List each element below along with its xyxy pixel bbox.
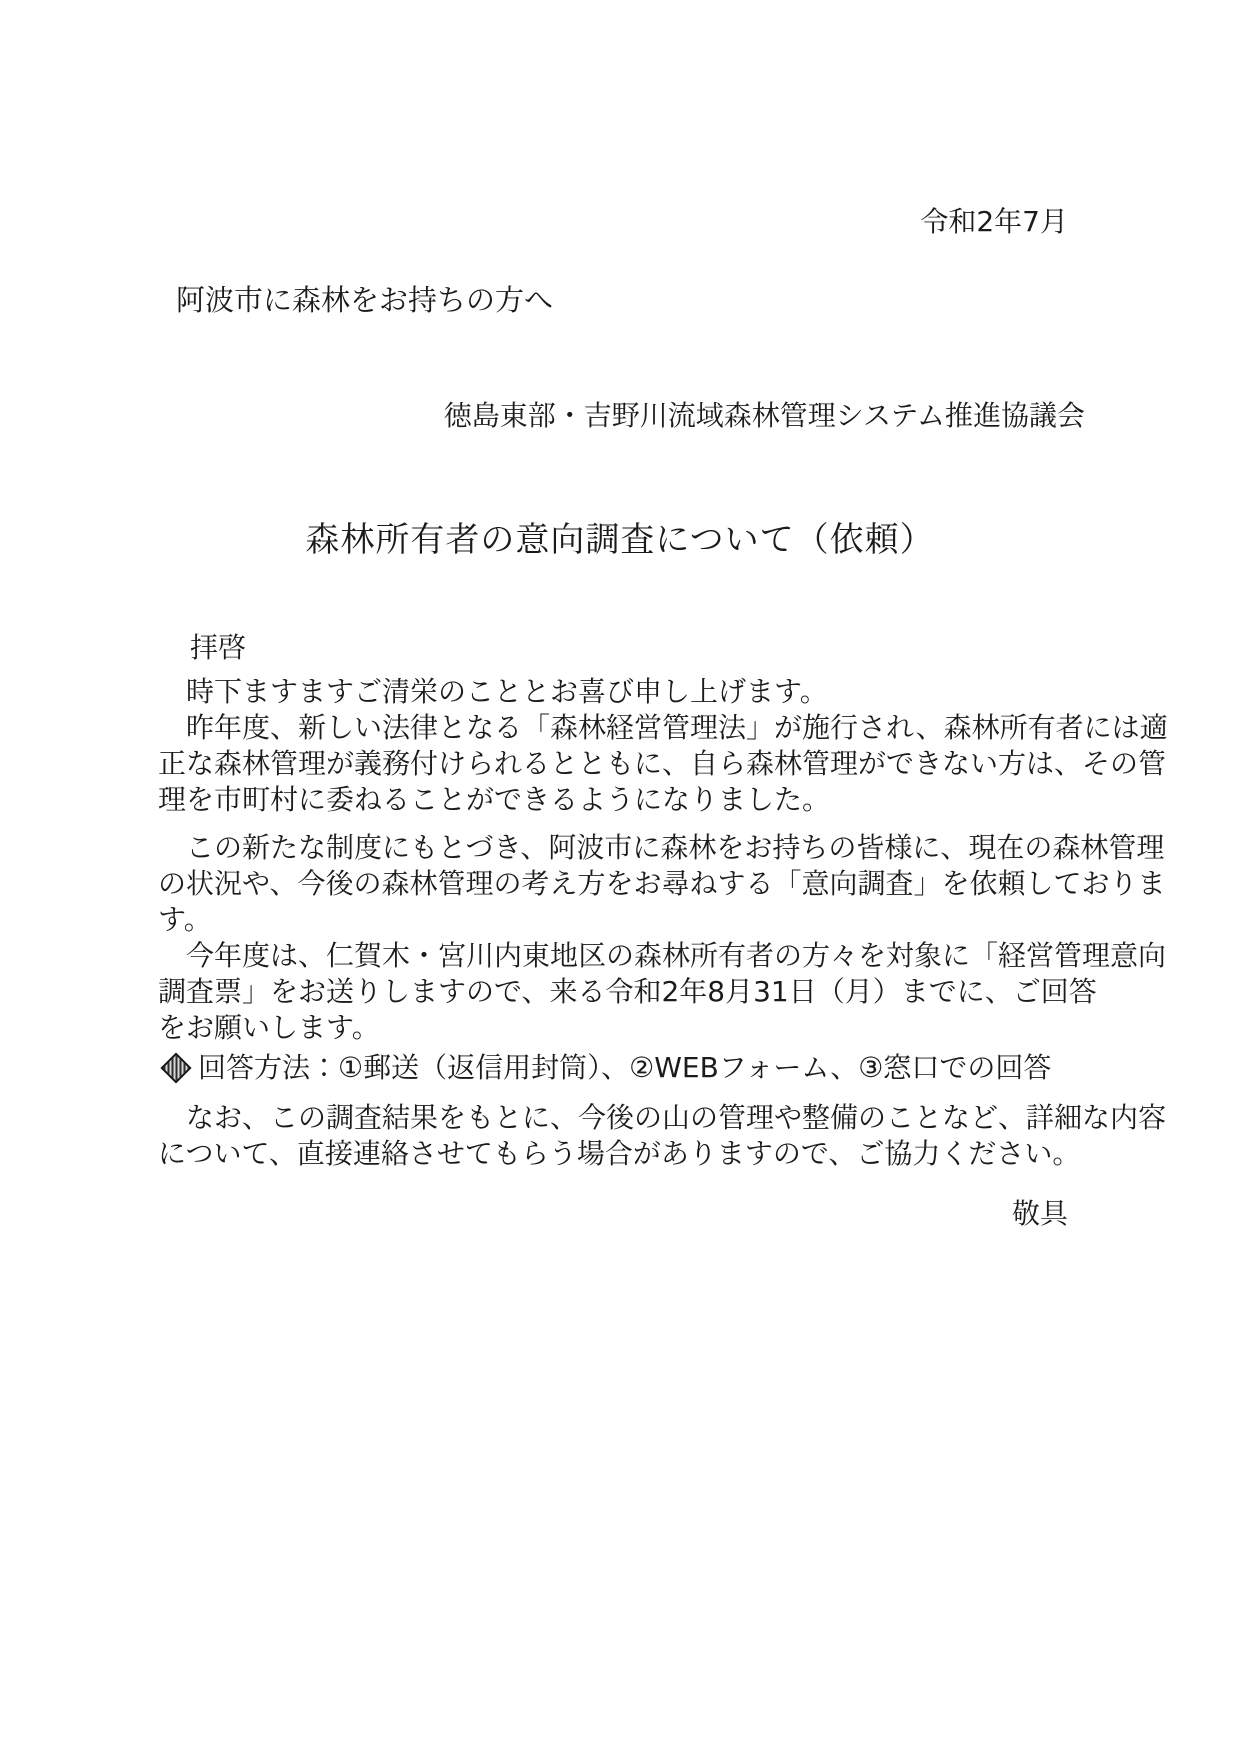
letter-title: 森林所有者の意向調査について（依頼） xyxy=(305,520,935,560)
paragraph-law-background xyxy=(158,710,1168,818)
paragraph-line: 調査票」をお送りしますので、来る令和2年8月31日（月）までに、ご回答 xyxy=(158,975,1097,1008)
patterned-diamond-bullet-icon xyxy=(160,1052,192,1084)
paragraph-line: の状況や、今後の森林管理の考え方をお尋ねする「意向調査」を依頼しておりま xyxy=(158,867,1166,900)
paragraph-line: をお願いします。 xyxy=(158,1011,380,1044)
paragraph-line: この新たな制度にもとづき、阿波市に森林をお持ちの皆様に、現在の森林管理 xyxy=(158,831,1165,864)
letter-sender: 徳島東部・吉野川流域森林管理システム推進協議会 xyxy=(443,399,1085,432)
reply-method-line xyxy=(160,1050,1051,1086)
paragraph-line: 正な森林管理が義務付けられるとともに、自ら森林管理ができない方は、その管 xyxy=(158,747,1167,780)
paragraph-survey-request xyxy=(158,830,1166,938)
paragraph-followup-note xyxy=(158,1100,1167,1172)
reply-method-text: 回答方法：①郵送（返信用封筒）、②WEBフォーム、③窓口での回答 xyxy=(198,1051,1052,1084)
letter-closing: 敬具 xyxy=(1011,1197,1068,1230)
paragraph-greeting xyxy=(158,674,1088,710)
paragraph-line: 理を市町村に委ねることができるようになりました。 xyxy=(158,783,831,816)
letter-date: 令和2年7月 xyxy=(920,205,1068,238)
paragraph-line: 時下ますますご清栄のこととお喜び申し上げます。 xyxy=(158,675,828,708)
paragraph-line: について、直接連絡させてもらう場合がありますので、ご協力ください。 xyxy=(158,1137,1081,1170)
letter-salutation: 拝啓 xyxy=(190,631,247,664)
letter-addressee: 阿波市に森林をお持ちの方へ xyxy=(176,283,554,317)
paragraph-line: す。 xyxy=(158,903,212,936)
paragraph-this-year-target xyxy=(158,938,1167,1046)
paragraph-line: 昨年度、新しい法律となる「森林経営管理法」が施行され、森林所有者には適 xyxy=(158,711,1168,744)
paragraph-line: 今年度は、仁賀木・宮川内東地区の森林所有者の方々を対象に「経営管理意向 xyxy=(158,939,1167,972)
paragraph-line: なお、この調査結果をもとに、今後の山の管理や整備のことなど、詳細な内容 xyxy=(158,1101,1167,1134)
